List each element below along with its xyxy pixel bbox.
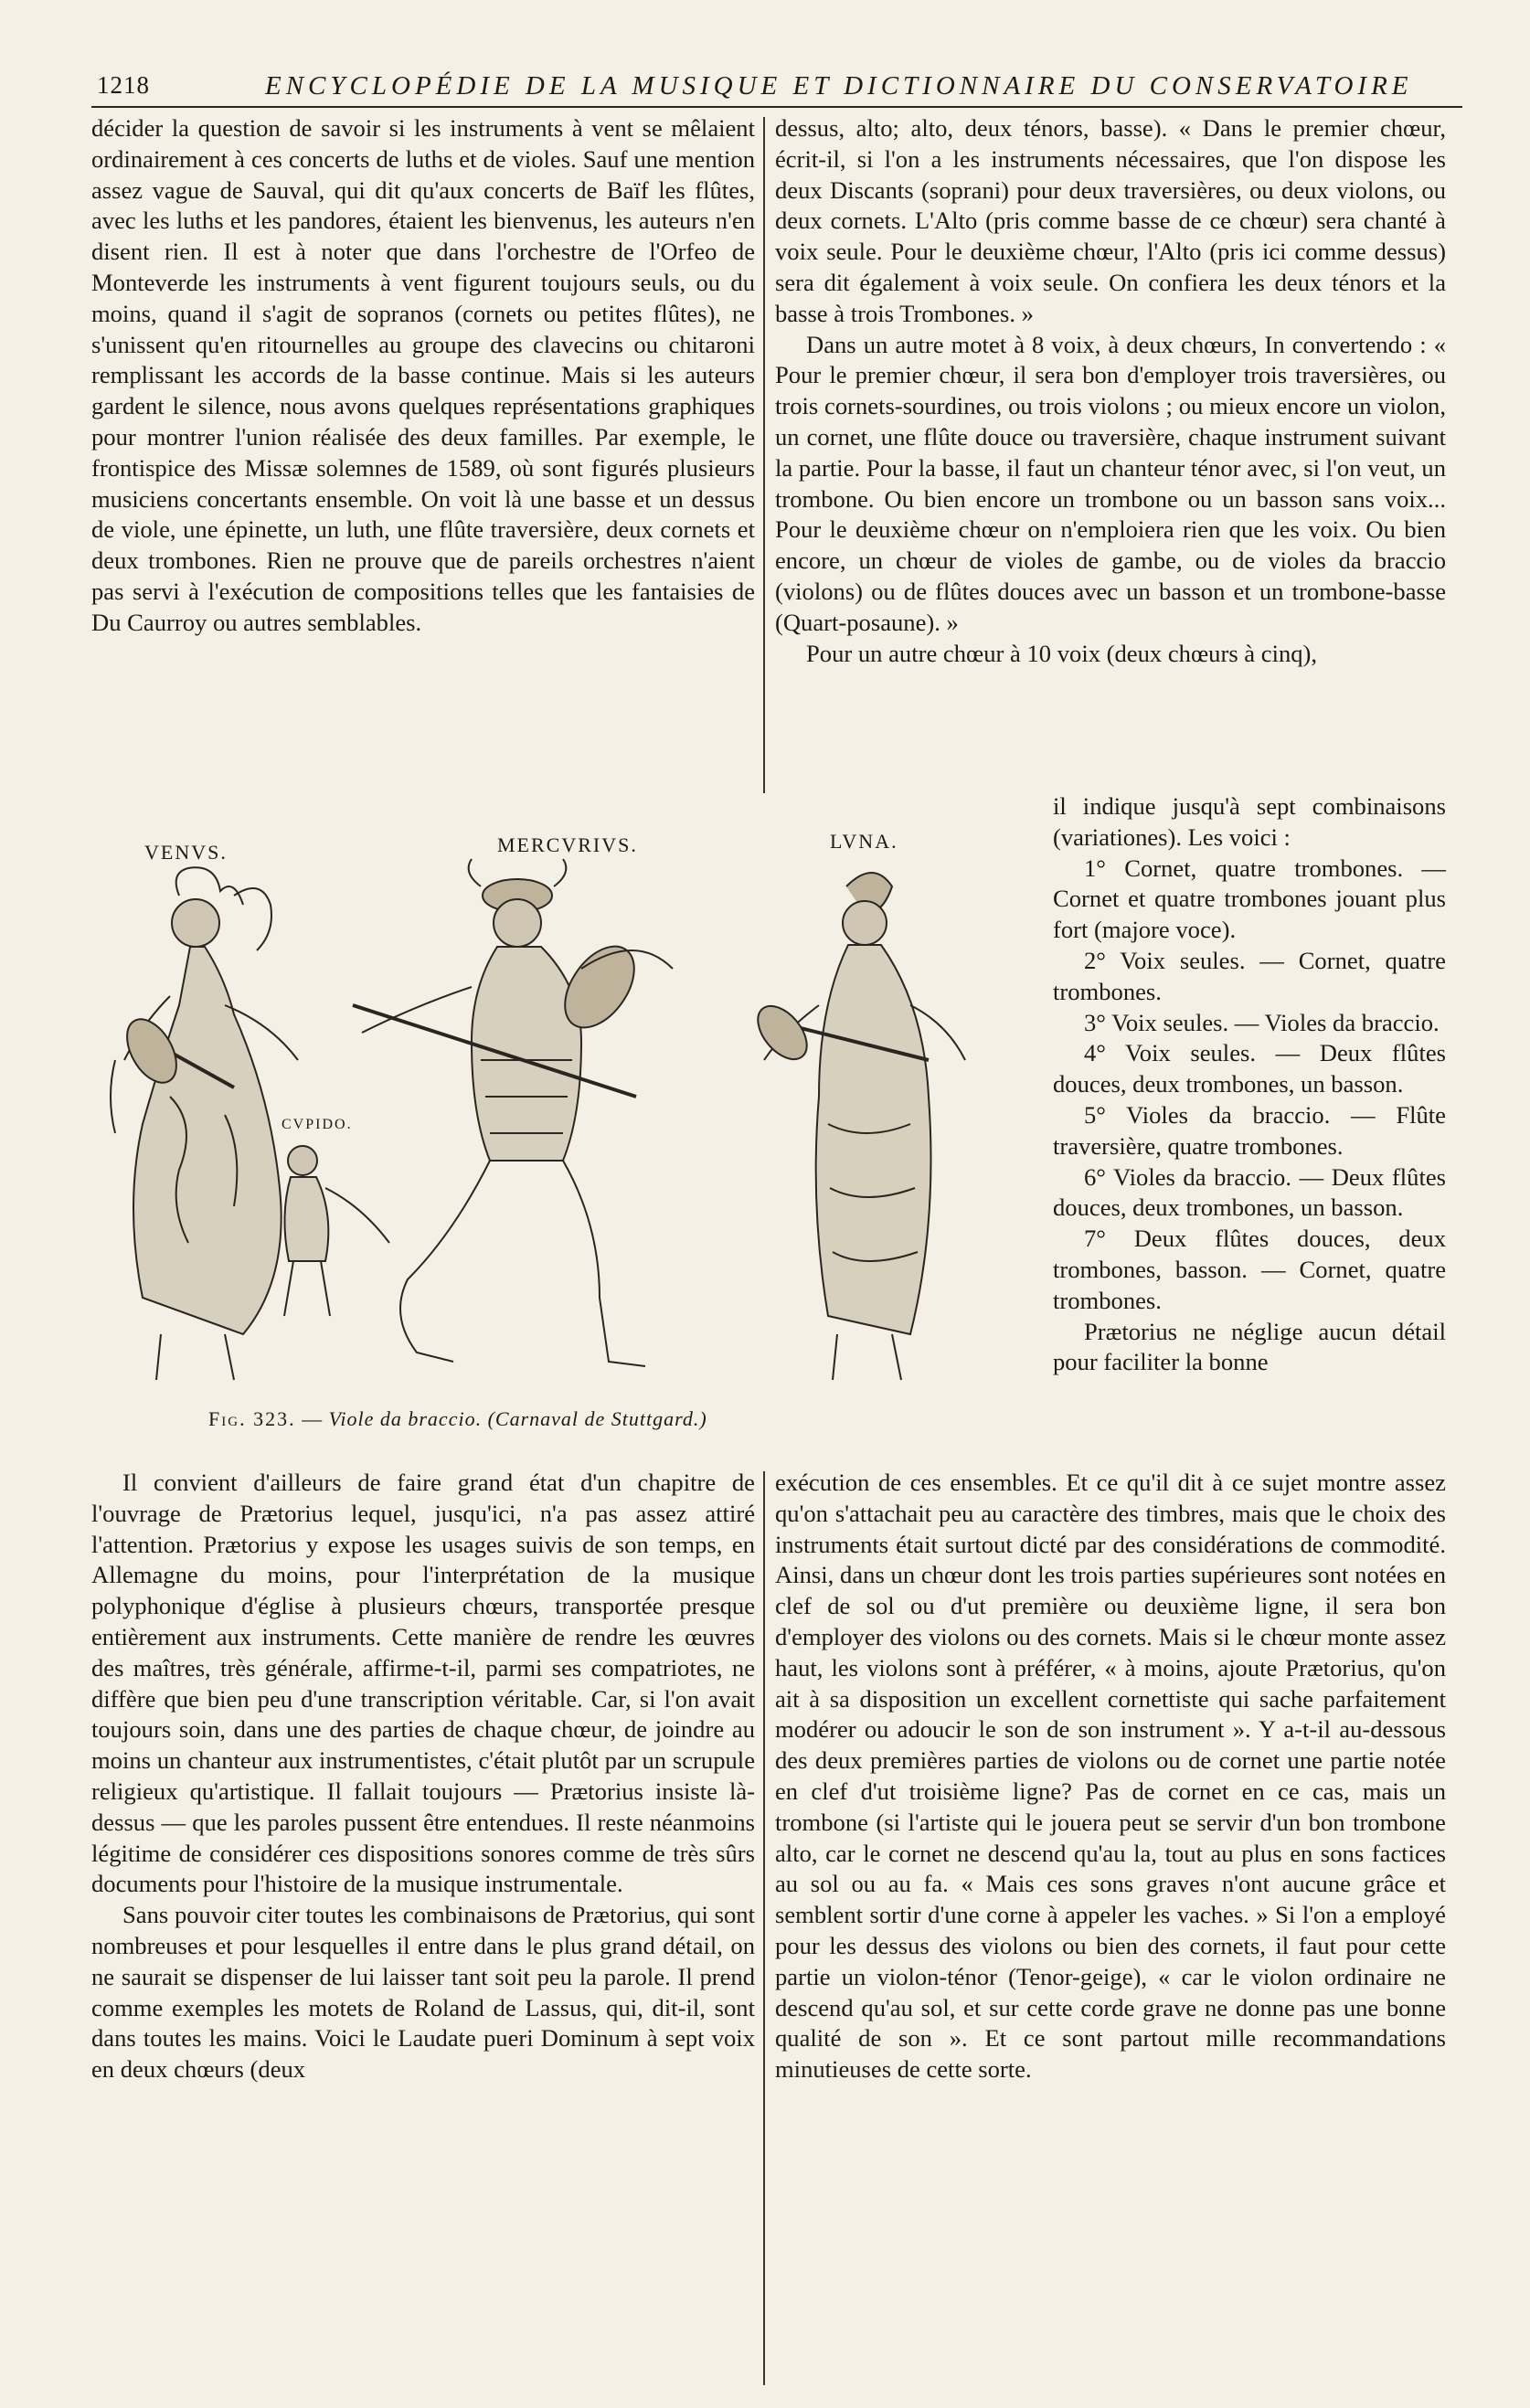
luna-figure <box>749 873 965 1380</box>
right-column-bottom <box>775 1468 1446 2085</box>
figure-label-venus: VENVS. <box>144 841 228 864</box>
page-number: 1218 <box>97 71 150 99</box>
column-divider-bottom <box>763 1471 765 2385</box>
paragraph: décider la question de savoir si les instruments à vent se mêlaient ordinairement à ces concerts de luths et de violes. Sauf une mention assez vague de Sauval, qui dit qu'aux concerts de Baïf les flûtes, avec les luths et les pandores, étaient les bienvenus, les auteurs n'en disent rien. Il est à noter que dans l'orchestre de l'Orfeo de Monteverde les instruments à vent figurent toujours seuls, ou du moins, quand il s'agit de sopranos (cornets ou petites flûtes), ne s'unissent qu'en ritournelles au groupe des clavecins ou chitaroni remplissant les accords de la basse continue. Mais si les auteurs gardent le silence, nous avons quelques représentations graphiques pour montrer l'union réalisée des deux familles. Par exemple, le frontispice des Missæ solemnes de 1589, où sont figurés plusieurs musiciens concertants ensemble. On voit là une basse et un dessus de viole, une épinette, un luth, une flûte traversière, deux cornets et deux trombones. Rien ne prouve que de pareils orchestres n'aient pas servi à l'exécution de compositions telles que les fantaisies de Du Caurroy ou autres semblables. <box>91 114 755 636</box>
list-item: 2° Voix seules. — Cornet, quatre trombones. <box>1053 946 1446 1005</box>
caption-figure-number: Fig. 323. <box>208 1407 296 1430</box>
running-title: ENCYCLOPÉDIE DE LA MUSIQUE ET DICTIONNAIRE DU CONSERVATOIRE <box>265 71 1413 101</box>
list-item: 4° Voix seules. — Deux flûtes douces, deux trombones, un basson. <box>1053 1039 1446 1098</box>
list-item: 1° Cornet, quatre trombones. — Cornet et quatre trombones jouant plus fort (majore voce). <box>1053 854 1446 944</box>
right-column-list <box>1053 791 1446 1378</box>
left-column-top <box>91 113 755 639</box>
list-intro: il indique jusqu'à sept combinaisons (variationes). Les voici : <box>1053 792 1446 851</box>
caption-dash: — <box>295 1407 329 1430</box>
engraving-illustration <box>88 822 1047 1407</box>
paragraph: Dans un autre motet à 8 voix, à deux chœurs, In convertendo : « Pour le premier chœur, il sera bon d'employer trois traversières, ou trois cornets-sourdines, ou trois violons ; ou mieux encore un violon, un cornet, une flûte douce ou traversière, chaque instrument suivant la partie. Pour la basse, il faut un chanteur ténor avec, si l'on veut, un trombone. Ou bien encore un trombone ou un basson sans voix... Pour le deuxième chœur on n'emploiera rien que les voix. Ou bien encore, un chœur de violes de gambe, ou de violes da braccio (violons) ou de flûtes douces avec un basson et un trombone-basse (Quart-posaune). » <box>775 330 1446 636</box>
figure-label-mercurius: MERCVRIVS. <box>497 833 638 856</box>
running-header <box>91 69 1462 108</box>
venus-figure <box>111 867 298 1380</box>
figure-viole-da-braccio <box>88 822 1047 1407</box>
paragraph: exécution de ces ensembles. Et ce qu'il dit à ce sujet montre assez qu'on s'attachait peu au caractère des timbres, mais que le choix des instruments était surtout dicté par des considérations de commodité. Ainsi, dans un chœur dont les trois parties supérieures sont notées en clef de sol ou d'ut première ou deuxième ligne, il sera bon d'employer des violons ou des cornets. Mais si le chœur monte assez haut, les violons sont à préférer, « à moins, ajoute Prætorius, qu'on ait à sa disposition un excellent cornettiste qui sache parfaitement modérer ou adoucir le son de son instrument ». Y a-t-il au-dessous des deux premières parties de violons ou de cornet une partie notée en clef d'ut troisième ligne? Pas de cornet en ce cas, mais un trombone (si l'artiste qui le jouera peut se servir d'un bon trombone alto, car le cornet ne descend qu'au la, tout au plus en sons factices au sol ou au fa. « Mais ces sons graves n'ont aucune grâce et semblent sortir d'une corne à appeler les vaches. » Si l'on a employé pour les dessus des violons ou bien des cornets, il faut pour cette partie un violon-ténor (Tenor-geige), « car le violon ordinaire ne descend qu'au sol, et sur cette corde grave ne donne pas une bonne qualité de son ». Et ce sont partout mille recommandations minutieuses de cette sorte. <box>775 1469 1446 2084</box>
list-item: 5° Violes da braccio. — Flûte traversière, quatre trombones. <box>1053 1100 1446 1160</box>
caption-source: (Carnaval de Stuttgard.) <box>487 1407 707 1430</box>
left-column-bottom <box>91 1468 755 2085</box>
right-column-top <box>775 113 1446 669</box>
list-item: 3° Voix seules. — Violes da braccio. <box>1084 1008 1440 1036</box>
cupido-figure <box>284 1146 389 1316</box>
paragraph: Il convient d'ailleurs de faire grand état d'un chapitre de l'ouvrage de Prætorius lequel, jusqu'ici, n'a pas assez attiré l'attention. Prætorius y expose les usages suivis de son temps, en Allemagne du moins, pour l'interprétation de la musique polyphonique d'église à plusieurs chœurs, transportée presque entièrement aux instruments. Cette manière de rendre les œuvres des maîtres, très générale, affirme-t-il, parmi ses compatriotes, ne diffère que bien peu d'une transcription véritable. Car, si l'on avait toujours soin, dans une des parties de chaque chœur, de joindre au moins un chanteur aux instrumentistes, c'était plutôt par un scrupule religieux qu'artistique. Il fallait toujours — Prætorius insiste là-dessus — que les paroles pussent être entendues. Il reste néanmoins légitime de considérer ces dispositions sonores comme de très sûrs documents pour l'histoire de la musique instrumentale. <box>91 1469 755 1898</box>
paragraph: dessus, alto; alto, deux ténors, basse). « Dans le premier chœur, écrit-il, si l'on a les instruments nécessaires, que l'on dispose les deux Discants (soprani) pour deux traversières, ou deux violons, ou deux cornets. L'Alto (pris comme basse de ce chœur) sera chanté à voix seule. Pour le deuxième chœur, l'Alto (pris ici comme dessus) sera dit également à voix seule. On confiera les deux ténors et la basse à trois Trombones. » <box>775 114 1446 327</box>
list-item: 6° Violes da braccio. — Deux flûtes douces, deux trombones, un basson. <box>1053 1162 1446 1222</box>
list-item: 7° Deux flûtes douces, deux trombones, basson. — Cornet, quatre trombones. <box>1053 1225 1446 1314</box>
figure-label-luna: LVNA. <box>830 830 898 853</box>
paragraph: Sans pouvoir citer toutes les combinaisons de Prætorius, qui sont nombreuses et pour lesquelles il entre dans le plus grand détail, on ne saurait se dispenser de lui laisser tant soit peu la parole. Il prend comme exemples les motets de Roland de Lassus, qui, dit-il, sont dans toutes les mains. Voici le Laudate pueri Dominum à sept voix en deux chœurs (deux <box>91 1901 755 2084</box>
caption-title: Viole da braccio. <box>328 1407 483 1430</box>
column-divider-top <box>763 117 765 793</box>
figure-caption <box>208 1407 707 1431</box>
figure-label-cupido: CVPIDO. <box>282 1117 353 1132</box>
paragraph: Prætorius ne néglige aucun détail pour faciliter la bonne <box>1053 1317 1446 1376</box>
mercurius-figure <box>353 859 673 1366</box>
paragraph: Pour un autre chœur à 10 voix (deux chœurs à cinq), <box>806 639 1318 667</box>
